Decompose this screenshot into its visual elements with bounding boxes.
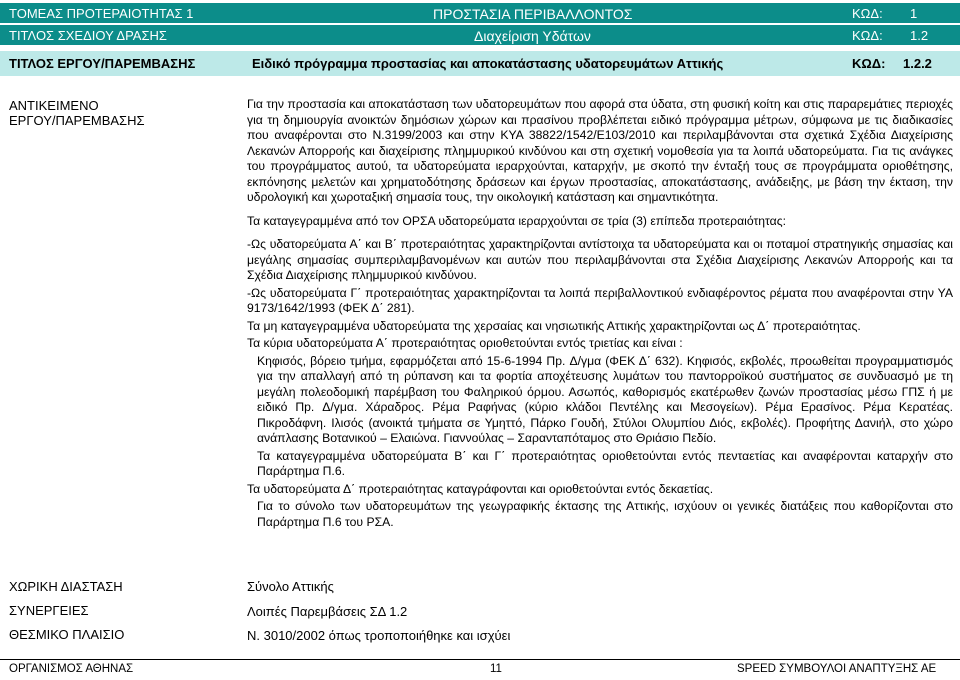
priority-sector-code: 1 — [910, 6, 918, 21]
paragraph-intro: Για την προστασία και αποκατάσταση των υδατορευμάτων που αφορά στα ύδατα, στη φυσική κοίτη και στις παραρεμάτιες περιοχές για τη δημιουργία ανοικτών δημόσιων χώρων και πρασίνου προβλέπεται ειδικό πρόγραμμα μέτρων, σύμφωνα με τις διαδικασίες που αναφέρονται στο Ν.3199/2003 και στην ΚΥΑ 38822/1542/Ε103/2010 και περιλαμβάνονται στα σχετικά Σχέδια Διαχείρισης Λεκανών Απορροής και διαχείρισης πλημμυρικού κινδύνου και στη σχετική νομοθεσία για τα λοιπά υδατορεύματα. Για τις ανάγκες του προγράμματος αυτού, τα υδατορεύματα ιεραρχούνται, καταρχήν, με σκοπό την ένταξή τους σε προγράμματα οριοθέτησης, εκπόνησης μελετών και χρηματοδότησης δράσεων και έργων προστασίας, αποκατάστασης, ανάδειξης, με βάση την έκταση, την υδρολογική και χωροταξική σημασία τους, την οικολογική κατάσταση και σημαντικότητα. — [247, 97, 954, 204]
paragraph-priority-bc-delineation: Τα καταγεγραμμένα υδατορεύματα Β΄ και Γ΄ προτεραιότητας οριοθετούνται εντός πενταετίας και αναφέρονται καταρχήν στο Παράρτημα Π.6. — [257, 448, 953, 478]
project-code: 1.2.2 — [903, 56, 932, 71]
footer-consultant: SPEED ΣΥΜΒΟΥΛΟΙ ΑΝΑΠΤΥΞΗΣ ΑΕ — [737, 663, 937, 675]
spatial-dimension-value: Σύνολο Αττικής — [247, 579, 334, 594]
spatial-dimension-label: ΧΩΡΙΚΗ ΔΙΑΣΤΑΣΗ — [9, 579, 123, 594]
object-description — [247, 97, 953, 532]
synergies-value: Λοιπές Παρεμβάσεις ΣΔ 1.2 — [247, 604, 408, 619]
project-title-label: ΤΙΤΛΟΣ ΕΡΓΟΥ/ΠΑΡΕΜΒΑΣΗΣ — [9, 56, 196, 71]
header-row-action-plan — [0, 25, 960, 45]
priority-sector-title: ΠΡΟΣΤΑΣΙΑ ΠΕΡΙΒΑΛΛΟΝΤΟΣ — [433, 6, 633, 22]
paragraph-priority-c: -Ως υδατορεύματα Γ΄ προτεραιότητας χαρακτηρίζονται τα λοιπά περιβαλλοντικού ενδιαφέροντος ρέματα που αναφέρονται στην ΥΑ 9173/1642/1993 (ΦΕΚ Δ΄ 281). — [247, 285, 953, 315]
synergies-label: ΣΥΝΕΡΓΕΙΕΣ — [9, 603, 89, 618]
paragraph-priority-d: Τα μη καταγεγραμμένα υδατορεύματα της χερσαίας και νησιωτικής Αττικής χαρακτηρίζονται ως Δ΄ προτεραιότητας. — [247, 318, 861, 333]
priority-sector-code-label: ΚΩΔ: — [852, 6, 883, 21]
legal-framework-value: Ν. 3010/2002 όπως τροποποιήθηκε και ισχύει — [247, 628, 511, 643]
object-label-line2: ΕΡΓΟΥ/ΠΑΡΕΜΒΑΣΗΣ — [9, 113, 145, 128]
project-title: Ειδικό πρόγραμμα προστασίας και αποκατάστασης υδατορευμάτων Αττικής — [252, 56, 724, 71]
header-row-project-title — [0, 51, 960, 76]
action-plan-code-label: ΚΩΔ: — [852, 28, 883, 43]
footer-divider — [0, 659, 960, 660]
object-label-line1: ΑΝΤΙΚΕΙΜΕΝΟ — [9, 98, 99, 113]
paragraph-priority-d-delineation: Τα υδατορεύματα Δ΄ προτεραιότητας καταγράφονται και οριοθετούνται εντός δεκαετίας. — [247, 481, 714, 496]
paragraph-general-provisions: Για το σύνολο των υδατορευμάτων της γεωγραφικής έκτασης της Αττικής, ισχύουν οι γενικές διατάξεις που καθορίζονται στο Παράρτημα Π.6 του ΡΣΑ. — [257, 499, 953, 529]
paragraph-priority-ab: -Ως υδατορεύματα Α΄ και Β΄ προτεραιότητας χαρακτηρίζονται αντίστοιχα τα υδατορεύματα και οι ποταμοί στρατηγικής σημασίας και μεγάλης σημασίας συμπεριλαμβανομένων και αυτών που περιλαμβάνονται στα Σχέδια Διαχείρισης Λεκανών Απορροής και τα Σχέδια Διαχείρισης πλημμυρικού κινδύνου. — [247, 237, 953, 282]
paragraph-stream-list: Κηφισός, βόρειο τμήμα, εφαρμόζεται από 15-6-1994 Πр. Δ/γμα (ΦΕΚ Δ΄ 632). Κηφισός, εκβολές, προωθείται προγραμματισμός για την απαλλαγή από τη ρύπανση και τα φορτία αποχέτευσης λυμάτων του παντορροϊκού συστήματος σε συνδυασμό με τη μεγάλη πολεοδομική παρέμβαση του Φαληρικού όρμου. Ασωπός, καθορισμός εκατέρωθεν ζωνών προστασίας μέσω ΓΠΣ ή με ειδικό Πр. Δ/γμα. Χάραδρος. Ρέμα Ραφήνας (κύριο κλάδοι Πεντέλης και Μεσογείων). Ρέμα Ερασίνος. Ρέμα Κερατέας. Πικροδάφνη. Ιλισός (ανοικτά τμήματα σε Υμηττό, Πάρκο Γουδή, Στύλοι Ολυμπίου Διός, εκβολές). Προφήτης Δανιήλ, στο χώρο ανάπλασης Βοτανικού – Ελαιώνα. Γιαννούλας – Σαρανταπόταμος στο Θριάσιο Πεδίο. — [257, 353, 953, 445]
footer-organization: ΟΡΓΑΝΙΣΜΟΣ ΑΘΗΝΑΣ — [9, 663, 134, 675]
header-row-priority-sector — [0, 3, 960, 23]
action-plan-label: ΤΙΤΛΟΣ ΣΧΕΔΙΟΥ ΔΡΑΣΗΣ — [9, 28, 167, 43]
paragraph-levels: Τα καταγεγραμμένα από τον ΟΡΣΑ υδατορεύματα ιεραρχούνται σε τρία (3) επίπεδα προτεραιότητας: — [247, 213, 786, 228]
action-plan-title: Διαχείριση Υδάτων — [474, 28, 591, 44]
object-label — [9, 98, 145, 128]
priority-sector-label: ΤΟΜΕΑΣ ΠΡΟΤΕΡΑΙΟΤΗΤΑΣ 1 — [9, 6, 194, 21]
legal-framework-label: ΘΕΣΜΙΚΟ ΠΛΑΙΣΙΟ — [9, 627, 125, 642]
paragraph-main-streams: Τα κύρια υδατορεύματα Α΄ προτεραιότητας οριοθετούνται εντός τριετίας και είναι : — [247, 336, 683, 350]
project-code-label: ΚΩΔ: — [852, 56, 886, 71]
action-plan-code: 1.2 — [910, 28, 929, 43]
footer-page-number: 11 — [490, 663, 502, 675]
